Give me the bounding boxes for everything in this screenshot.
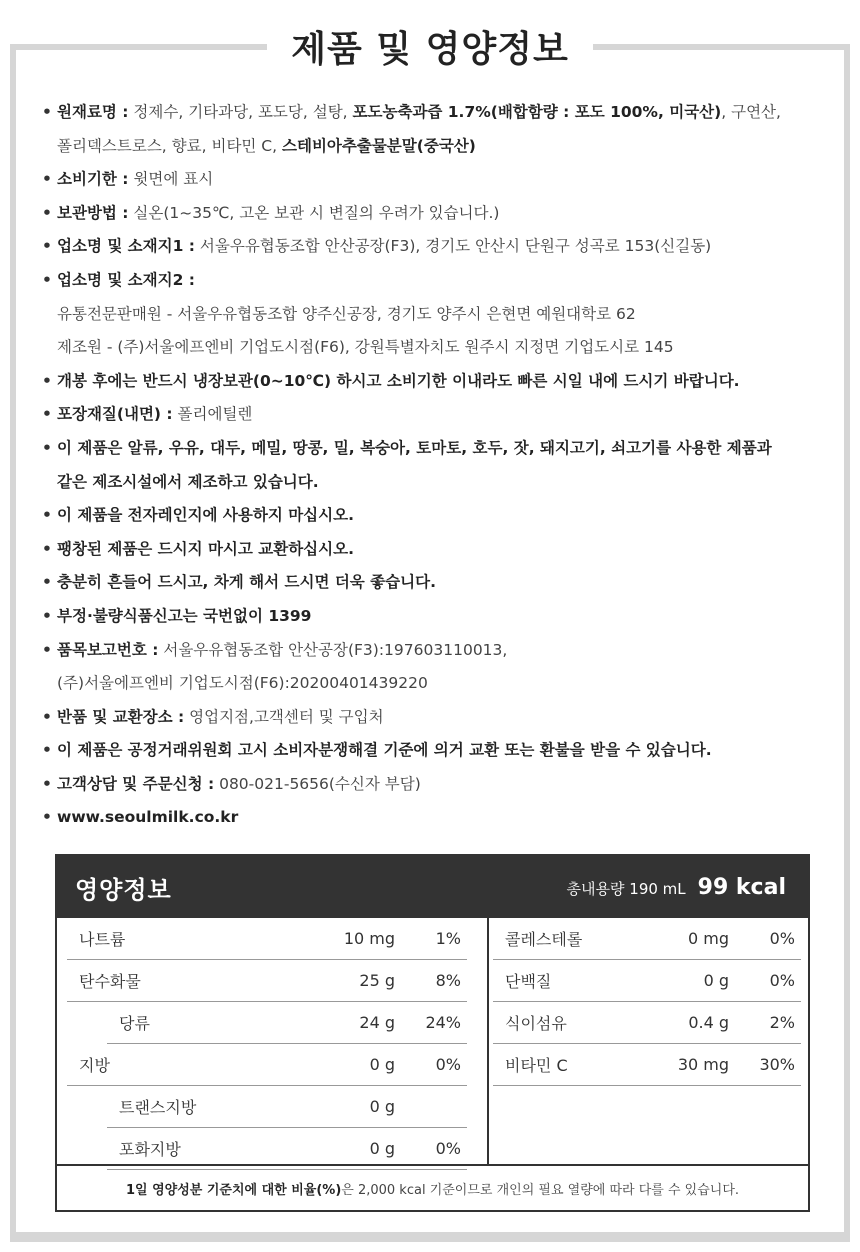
- nutrient-amount: 0.4 g: [688, 1013, 729, 1032]
- info-text: 폴리에틸렌: [172, 405, 253, 424]
- info-text: 정제수, 기타과당, 포도당, 설탕,: [128, 103, 353, 121]
- nutrient-name: 비타민 C: [505, 1056, 568, 1075]
- info-line: [57, 600, 820, 634]
- bullet-icon: •: [42, 640, 52, 659]
- bullet-icon: •: [42, 539, 52, 558]
- info-text: 포도농축과즙 1.7%(배합함량 : 포도 100%, 미국산): [352, 103, 722, 121]
- info-line: [57, 768, 820, 802]
- info-key: 이 제품은 공정거래위원회 고시 소비자분쟁해결 기준에 의거 교환 또는 환불을 받을 수 있습니다.: [57, 741, 712, 760]
- info-line: [57, 667, 820, 701]
- info-line: [57, 499, 820, 533]
- nutrient-row: [493, 1002, 801, 1044]
- info-line: [57, 801, 820, 835]
- info-line: [57, 701, 820, 735]
- bullet-icon: •: [42, 707, 52, 726]
- info-item: [40, 264, 820, 365]
- bullet-icon: •: [42, 237, 52, 256]
- info-item: [40, 600, 820, 634]
- info-item: [40, 197, 820, 231]
- nutrient-name: 트랜스지방: [119, 1098, 197, 1117]
- nutrient-percent: 0%: [769, 971, 795, 990]
- nutrition-summary: [567, 875, 786, 900]
- info-text: 서울우유협동조합 안산공장(F3):197603110013,: [158, 640, 508, 659]
- info-item: [40, 432, 820, 499]
- nutrient-name: 당류: [119, 1014, 150, 1033]
- bullet-icon: •: [42, 438, 52, 457]
- bullet-icon: •: [42, 741, 52, 760]
- info-key: 이 제품을 전자레인지에 사용하지 마십시오.: [57, 506, 354, 525]
- nutrition-footnote: [57, 1164, 808, 1210]
- info-item: [40, 499, 820, 533]
- nutrient-row: [493, 1044, 801, 1086]
- bullet-icon: •: [42, 371, 52, 390]
- bullet-icon: •: [42, 203, 52, 222]
- nutrition-column-left: [67, 918, 467, 1164]
- info-line: [57, 566, 820, 600]
- info-text: (주)서울에프엔비 기업도시점(F6):20200401439220: [57, 674, 428, 693]
- product-info-list: [40, 96, 820, 835]
- bullet-icon: •: [42, 573, 52, 592]
- info-item: [40, 163, 820, 197]
- info-item: [40, 230, 820, 264]
- bullet-icon: •: [42, 808, 52, 827]
- info-key: 포장재질(내면) :: [57, 405, 173, 424]
- nutrient-amount: 24 g: [359, 1013, 395, 1032]
- info-line: [57, 734, 820, 768]
- nutrient-name: 지방: [79, 1056, 110, 1075]
- info-line: [57, 96, 820, 130]
- info-line: [57, 533, 820, 567]
- info-item: [40, 734, 820, 768]
- nutrient-name: 단백질: [505, 972, 552, 991]
- info-text: 제조원 - (주)서울에프엔비 기업도시점(F6), 강원특별자치도 원주시 지정면 기업도시로 145: [57, 338, 674, 357]
- bullet-icon: •: [42, 506, 52, 525]
- info-key: 업소명 및 소재지2 :: [57, 270, 195, 289]
- info-text: 폴리덱스트로스, 향료, 비타민 C,: [57, 136, 282, 155]
- page-title: 제품 및 영양정보: [267, 21, 593, 72]
- info-text: , 구연산,: [721, 103, 781, 121]
- info-item: [40, 365, 820, 399]
- info-line: [57, 466, 820, 500]
- info-line: [57, 398, 820, 432]
- info-key: 품목보고번호 :: [57, 640, 159, 659]
- info-line: [57, 130, 820, 164]
- info-line: [57, 264, 820, 298]
- nutrient-row: [67, 960, 467, 1002]
- info-item: [40, 566, 820, 600]
- info-line: [57, 230, 820, 264]
- info-text: 서울우유협동조합 안산공장(F3), 경기도 안산시 단원구 성곡로 153(신길동): [194, 237, 712, 256]
- nutrient-amount: 0 g: [703, 971, 729, 990]
- nutrient-amount: 25 g: [359, 971, 395, 990]
- info-item: [40, 533, 820, 567]
- nutrient-percent: 0%: [769, 929, 795, 948]
- info-key: 소비기한 :: [57, 170, 129, 189]
- nutrient-percent: 0%: [435, 1055, 461, 1074]
- bullet-icon: •: [42, 170, 52, 189]
- nutrient-amount: 10 mg: [343, 929, 395, 948]
- nutrient-name: 식이섬유: [505, 1014, 567, 1033]
- bullet-icon: •: [42, 606, 52, 625]
- nutrient-amount: 0 g: [369, 1097, 395, 1116]
- info-key: 팽창된 제품은 드시지 마시고 교환하십시오.: [57, 539, 354, 558]
- info-text: 스테비아추출물분말(중국산): [282, 136, 476, 155]
- section-header: [0, 0, 860, 92]
- nutrient-row: [493, 960, 801, 1002]
- total-volume: 총내용량 190 mL: [566, 879, 686, 898]
- total-kcal: 99 kcal: [697, 874, 786, 900]
- bullet-icon: •: [42, 405, 52, 424]
- info-line: [57, 365, 820, 399]
- info-text: 080-021-5656(수신자 부담): [214, 774, 421, 793]
- nutrient-row: [493, 918, 801, 960]
- info-item: [40, 634, 820, 701]
- info-key: 원재료명 :: [57, 103, 129, 121]
- info-text: 같은 제조시설에서 제조하고 있습니다.: [57, 472, 319, 491]
- info-item: [40, 801, 820, 835]
- info-key: 부정·불량식품신고는 국번없이 1399: [57, 606, 312, 625]
- nutrient-percent: 0%: [435, 1139, 461, 1158]
- info-line: [57, 298, 820, 332]
- nutrient-name: 나트륨: [79, 930, 126, 949]
- info-key: 보관방법 :: [57, 203, 129, 222]
- info-text: 윗면에 표시: [128, 170, 214, 189]
- info-key: 이 제품은 알류, 우유, 대두, 메밀, 땅콩, 밀, 복숭아, 토마토, 호두, 잣, 돼지고기, 쇠고기를 사용한 제품과: [57, 438, 772, 457]
- nutrition-panel: [55, 854, 810, 1212]
- bullet-icon: •: [42, 774, 52, 793]
- bullet-icon: •: [42, 270, 52, 289]
- info-key: 업소명 및 소재지1 :: [57, 237, 195, 256]
- nutrient-row: [67, 918, 467, 960]
- nutrient-amount: 0 g: [369, 1055, 395, 1074]
- bullet-icon: •: [42, 103, 52, 121]
- nutrient-row: [67, 1044, 467, 1086]
- footnote-text: 은 2,000 kcal 기준이므로 개인의 필요 열량에 따라 다를 수 있습니다.: [341, 1182, 740, 1198]
- nutrition-title: 영양정보: [75, 875, 172, 904]
- nutrient-amount: 30 mg: [677, 1055, 729, 1074]
- nutrient-name: 포화지방: [119, 1140, 181, 1159]
- nutrient-percent: 2%: [769, 1013, 795, 1032]
- nutrient-amount: 0 g: [369, 1139, 395, 1158]
- nutrient-percent: 30%: [759, 1055, 795, 1074]
- info-key: www.seoulmilk.co.kr: [57, 808, 239, 827]
- nutrient-amount: 0 mg: [687, 929, 729, 948]
- info-key: 고객상담 및 주문신청 :: [57, 774, 215, 793]
- nutrient-row: [107, 1002, 467, 1044]
- nutrient-percent: 1%: [435, 929, 461, 948]
- info-text: 유통전문판매원 - 서울우유협동조합 양주신공장, 경기도 양주시 은현면 예원대학로 62: [57, 304, 636, 323]
- info-line: [57, 634, 820, 668]
- info-key: 충분히 흔들어 드시고, 차게 해서 드시면 더욱 좋습니다.: [57, 573, 436, 592]
- info-line: [57, 331, 820, 365]
- nutrition-column-right: [493, 918, 801, 1164]
- info-line: [57, 163, 820, 197]
- nutrient-row: [107, 1086, 467, 1128]
- nutrient-percent: 8%: [435, 971, 461, 990]
- info-item: [40, 701, 820, 735]
- info-line: [57, 432, 820, 466]
- nutrient-name: 탄수화물: [79, 972, 141, 991]
- info-text: 영업지점,고객센터 및 구입처: [184, 707, 384, 726]
- column-divider: [487, 918, 489, 1164]
- info-key: 개봉 후에는 반드시 냉장보관(0~10℃) 하시고 소비기한 이내라도 빠른 시일 내에 드시기 바랍니다.: [57, 371, 740, 390]
- info-item: [40, 96, 820, 163]
- nutrient-name: 콜레스테롤: [505, 930, 583, 949]
- nutrition-table: [57, 918, 808, 1164]
- nutrition-header: [57, 856, 808, 918]
- info-item: [40, 768, 820, 802]
- info-key: 반품 및 교환장소 :: [57, 707, 185, 726]
- footnote-bold: 1일 영양성분 기준치에 대한 비율(%): [125, 1182, 342, 1198]
- info-text: 실온(1~35℃, 고온 보관 시 변질의 우려가 있습니다.): [128, 203, 500, 222]
- info-line: [57, 197, 820, 231]
- nutrient-percent: 24%: [425, 1013, 461, 1032]
- info-item: [40, 398, 820, 432]
